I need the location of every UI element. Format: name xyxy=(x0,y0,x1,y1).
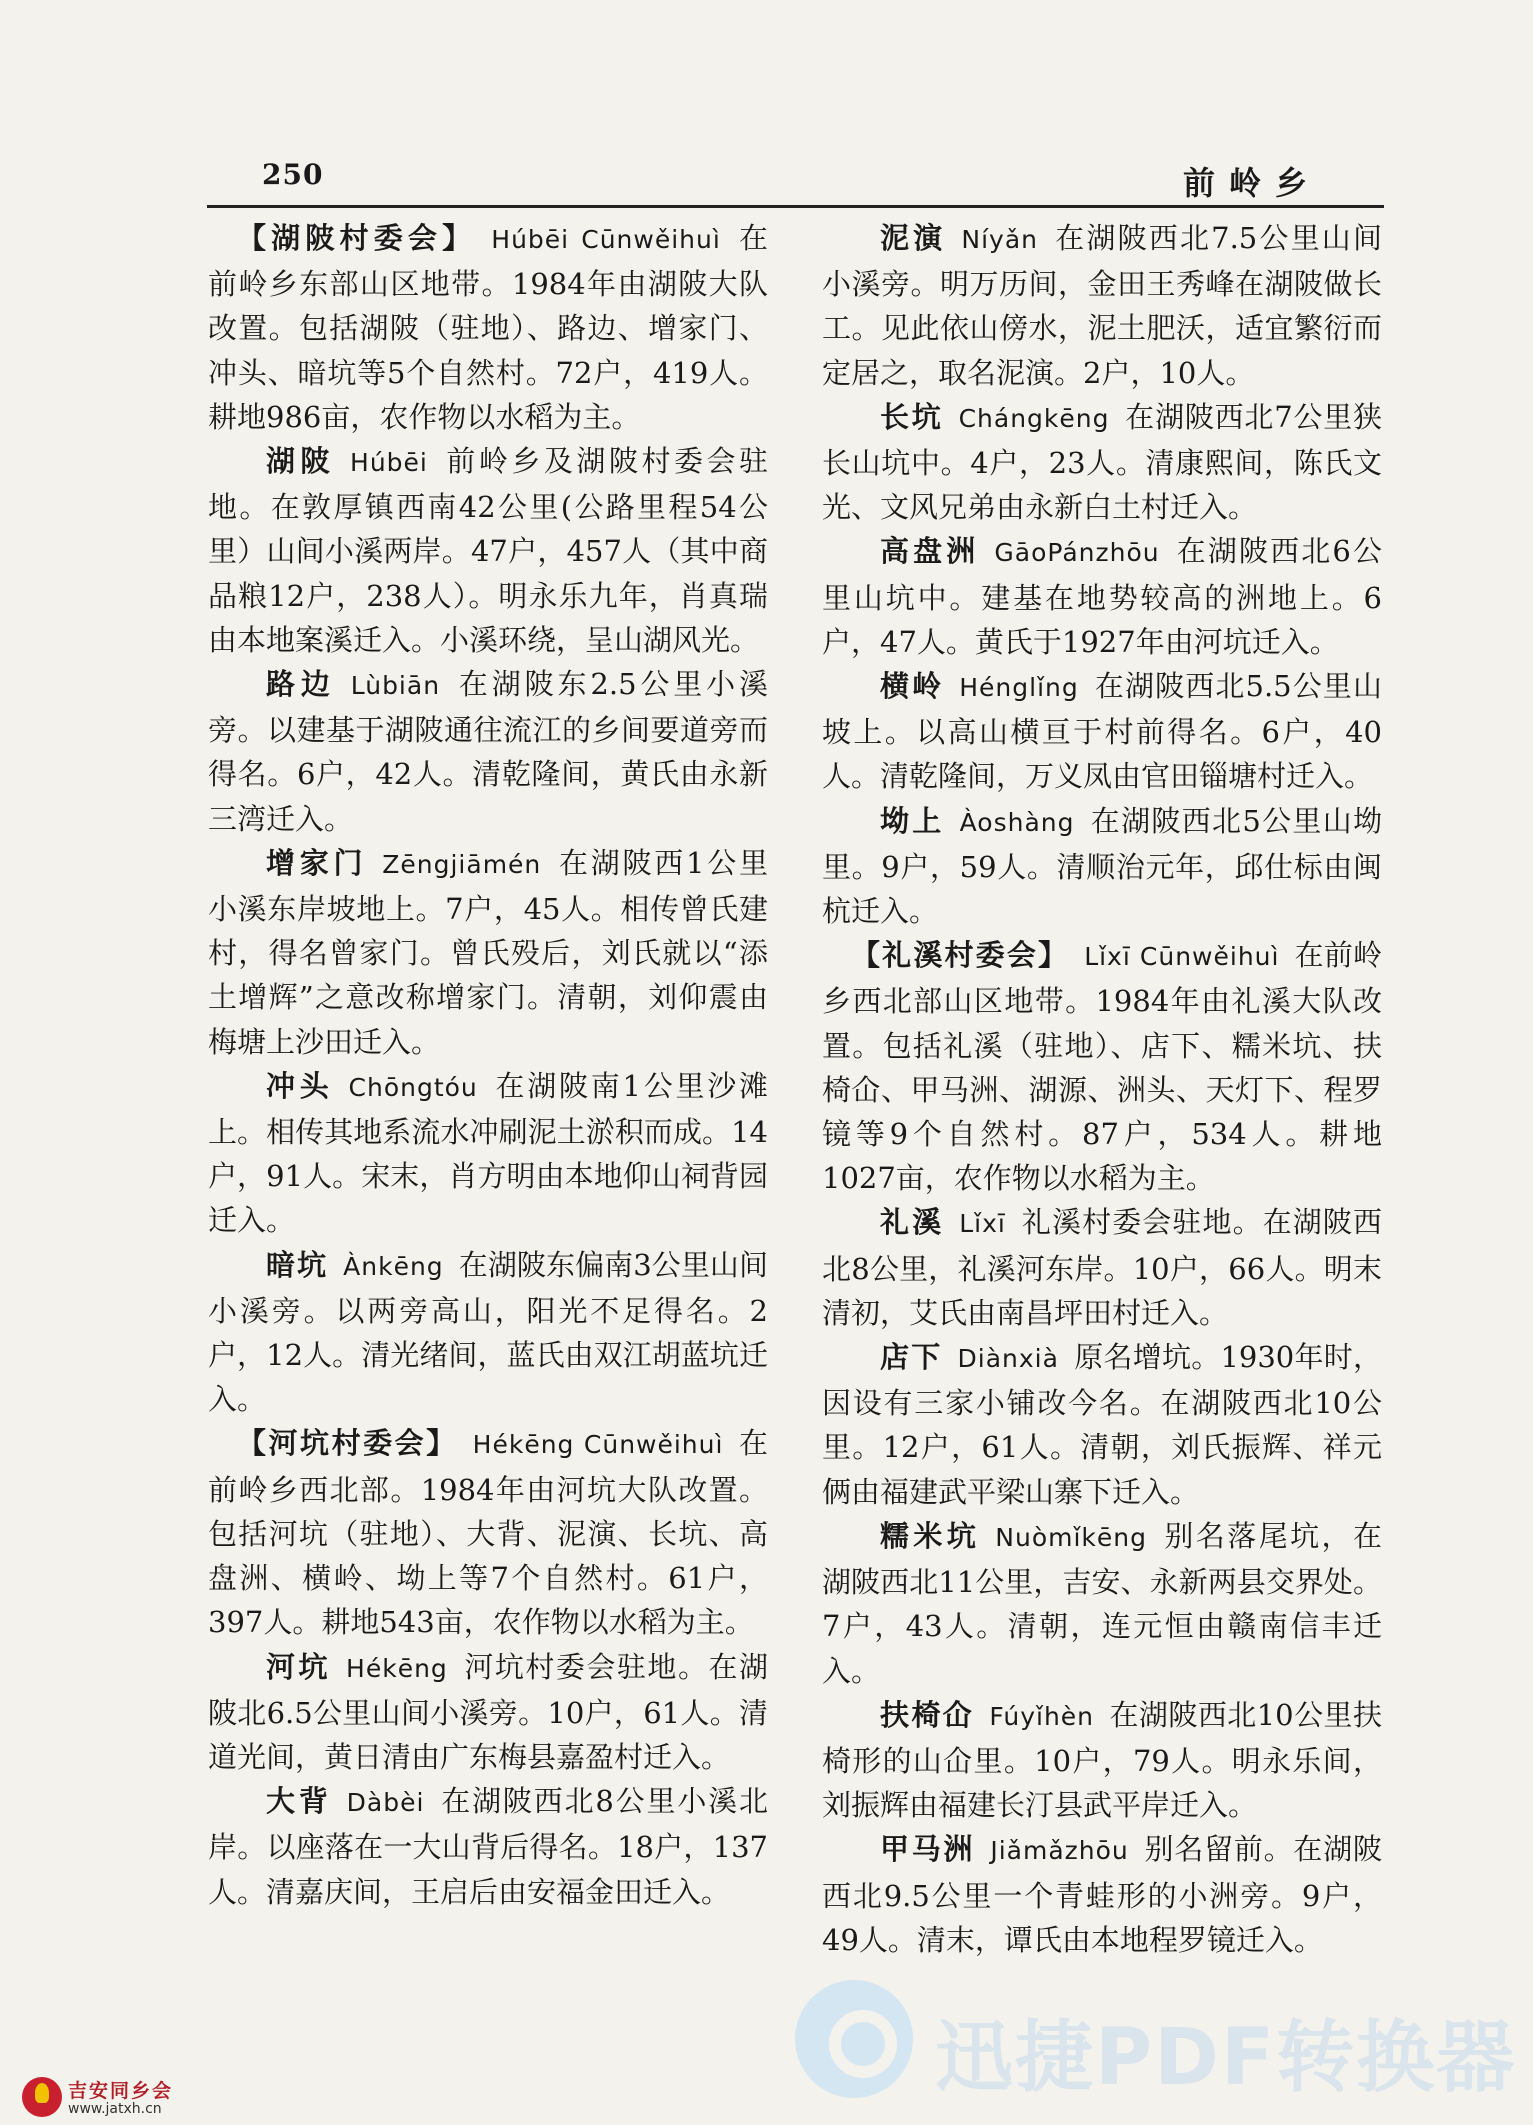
entry-text: 在湖陂西北7公里狭长山坑中。4户，23人。清康熙间，陈氏文光、文风兄弟由永新白土村迁入。 xyxy=(822,399,1382,525)
entry-text: 在前岭乡东部山区地带。1984年由湖陂大队改置。包括湖陂（驻地）、路边、增家门、冲头、暗坑等5个自然村。72户，419人。耕地986亩，农作物以水稻为主。 xyxy=(208,221,768,434)
entry-committee xyxy=(208,1421,768,1644)
entry-village xyxy=(208,1779,768,1914)
entry-pinyin: Húbēi Cūnwěihuì xyxy=(491,225,721,254)
entry-name: 长坑 xyxy=(880,399,944,434)
entry-village xyxy=(822,216,1382,395)
site-logo-name: 吉安同乡会 xyxy=(68,2080,174,2102)
entry-village xyxy=(822,395,1382,530)
header-rule xyxy=(207,205,1384,208)
entry-name: 大背 xyxy=(266,1784,332,1819)
entry-pinyin: Chángkēng xyxy=(958,403,1110,433)
entry-pinyin: Ànkēng xyxy=(343,1251,444,1281)
entry-pinyin: Zēngjiāmén xyxy=(382,849,542,879)
right-column xyxy=(822,216,1382,1962)
entry-text: 在湖陂西北7.5公里山间小溪旁。明万历间，金田王秀峰在湖陂做长工。见此依山傍水，泥土肥沃，适宜繁衍而定居之，取名泥演。2户，10人。 xyxy=(822,221,1382,390)
entry-pinyin: Diànxià xyxy=(957,1344,1059,1374)
entry-village xyxy=(208,841,768,1064)
entry-name: 【礼溪村委会】 xyxy=(851,938,1070,973)
entry-pinyin: Lùbiān xyxy=(350,671,441,701)
entry-name: 暗坑 xyxy=(266,1247,329,1282)
entry-text: 别名留前。在湖陂西北9.5公里一个青蛙形的小洲旁。9户，49人。清末，谭氏由本地程罗镜迁入。 xyxy=(822,1832,1382,1957)
entry-name: 湖陂 xyxy=(266,444,336,479)
entry-name: 店下 xyxy=(880,1340,943,1375)
entry-text: 在湖陂西北6公里山坑中。建基在地势较高的洲地上。6户，47人。黄氏于1927年由河坑迁入。 xyxy=(822,534,1382,659)
entry-name: 泥演 xyxy=(880,221,947,255)
entry-village xyxy=(208,1064,768,1243)
entry-text: 在湖陂西北8公里小溪北岸。以座落在一大山背后得名。18户，137人。清嘉庆间，王启后由安福金田迁入。 xyxy=(208,1784,768,1909)
entry-village xyxy=(822,1693,1382,1828)
entry-pinyin: Húbēi xyxy=(350,448,428,478)
entry-text: 在湖陂东偏南3公里山间小溪旁。以两旁高山，阳光不足得名。2户，12人。清光绪间，蓝氏由双江胡蓝坑迁入。 xyxy=(208,1247,768,1417)
entry-name: 横岭 xyxy=(880,669,945,704)
watermark-text: 迅捷PDF转换器 xyxy=(935,2013,1517,2103)
entry-village xyxy=(822,1200,1382,1335)
entry-name: 路边 xyxy=(266,667,336,702)
entry-name: 高盘洲 xyxy=(880,534,980,569)
entry-village xyxy=(208,1645,768,1780)
entry-village xyxy=(208,1243,768,1422)
watermark-logo-icon xyxy=(795,1980,913,2098)
entry-pinyin: Lǐxī Cūnwěihuì xyxy=(1084,942,1280,972)
entry-name: 【河坑村委会】 xyxy=(237,1426,458,1461)
entry-pinyin: Àoshàng xyxy=(959,807,1075,837)
entry-name: 糯米坑 xyxy=(880,1518,981,1553)
entry-text: 前岭乡及湖陂村委会驻地。在敦厚镇西南42公里(公路里程54公里）山间小溪两岸。47户，457人（其中商品粮12户，238人）。明永乐九年，肖真瑞由本地案溪迁入。小溪环绕，呈山湖风光。 xyxy=(208,444,768,657)
site-logo-icon xyxy=(22,2077,62,2117)
site-url: www.jatxh.cn xyxy=(68,2101,162,2117)
entry-name: 礼溪 xyxy=(880,1205,945,1240)
entry-text: 在前岭乡西北部。1984年由河坑大队改置。包括河坑（驻地）、大背、泥演、长坑、高盘洲、横岭、坳上等7个自然村。61户，397人。耕地543亩，农作物以水稻为主。 xyxy=(208,1426,768,1640)
entry-name: 坳上 xyxy=(880,803,945,838)
entry-name: 【湖陂村委会】 xyxy=(237,221,477,255)
entry-text: 河坑村委会驻地。在湖陂北6.5公里山间小溪旁。10户，61人。清道光间，黄日清由广东梅县嘉盈村迁入。 xyxy=(208,1649,768,1774)
entry-text: 在湖陂西北5公里山坳里。9户，59人。清顺治元年，邱仕标由闽杭迁入。 xyxy=(822,803,1382,929)
entry-village xyxy=(822,664,1382,799)
entry-pinyin: Nuòmǐkēng xyxy=(995,1522,1147,1552)
entry-text: 在湖陂南1公里沙滩上。相传其地系流水冲刷泥土淤积而成。14户，91人。宋末，肖方明由本地仰山祠背园迁入。 xyxy=(208,1068,768,1238)
left-column xyxy=(208,216,768,1914)
entry-name: 冲头 xyxy=(266,1068,334,1103)
entry-pinyin: Níyǎn xyxy=(961,225,1038,254)
entry-village xyxy=(822,799,1382,934)
entry-text: 原名增坑。1930年时，因设有三家小铺改今名。在湖陂西北10公里。12户，61人。清朝，刘氏振辉、祥元俩由福建武平梁山寨下迁入。 xyxy=(822,1340,1382,1509)
entry-name: 河坑 xyxy=(266,1649,332,1684)
entry-pinyin: Lǐxī xyxy=(959,1209,1006,1239)
entry-committee xyxy=(208,216,768,439)
entry-village xyxy=(822,1514,1382,1693)
entry-village xyxy=(208,662,768,841)
entry-name: 甲马洲 xyxy=(880,1832,976,1867)
entry-pinyin: Hékēng Cūnwěihuì xyxy=(472,1430,724,1460)
entry-text: 在湖陂西北10公里扶椅形的山仚里。10户，79人。明永乐间，刘振辉由福建长汀县武平岸迁入。 xyxy=(822,1697,1382,1823)
entry-pinyin: Dàbèi xyxy=(346,1788,425,1818)
entry-text: 在湖陂西北5.5公里山坡上。以高山横亘于村前得名。6户，40人。清乾隆间，万义凤由官田锱塘村迁入。 xyxy=(822,669,1382,794)
entry-text: 礼溪村委会驻地。在湖陂西北8公里，礼溪河东岸。10户，66人。明末清初，艾氏由南昌坪田村迁入。 xyxy=(822,1205,1382,1330)
entry-pinyin: Hékēng xyxy=(346,1653,448,1683)
entry-text: 在湖陂西1公里小溪东岸坡地上。7户，45人。相传曾氏建村，得名曾家门。曾氏殁后，刘氏就以“添土增辉”之意改称增家门。清朝，刘仰震由梅塘上沙田迁入。 xyxy=(208,845,768,1059)
entry-village xyxy=(208,439,768,662)
entry-pinyin: Chōngtóu xyxy=(348,1072,478,1102)
entry-pinyin: Hénglǐng xyxy=(959,673,1079,703)
entry-village xyxy=(822,1335,1382,1514)
running-title: 前岭乡 xyxy=(1182,164,1321,202)
entry-village xyxy=(822,1827,1382,1962)
entry-text: 在前岭乡西北部山区地带。1984年由礼溪大队改置。包括礼溪（驻地）、店下、糯米坑、扶椅仚、甲马洲、湖源、洲头、天灯下、程罗镜等9个自然村。87户，534人。耕地1027亩，农作物以水稻为主。 xyxy=(822,938,1382,1196)
entry-text: 别名落尾坑，在湖陂西北11公里，吉安、永新两县交界处。7户，43人。清朝，连元恒由赣南信丰迁入。 xyxy=(822,1518,1382,1688)
page-number: 250 xyxy=(262,158,324,191)
entry-pinyin: GāoPánzhōu xyxy=(994,538,1160,568)
entry-name: 扶椅仚 xyxy=(880,1697,975,1732)
entry-pinyin: Fúyǐhèn xyxy=(989,1701,1095,1731)
entry-name: 增家门 xyxy=(266,845,368,880)
entry-committee xyxy=(822,933,1382,1200)
entry-pinyin: Jiǎmǎzhōu xyxy=(990,1836,1129,1866)
entry-village xyxy=(822,529,1382,664)
entry-text: 在湖陂东2.5公里小溪旁。以建基于湖陂通往流江的乡间要道旁而得名。6户，42人。清乾隆间，黄氏由永新三湾迁入。 xyxy=(208,667,768,836)
